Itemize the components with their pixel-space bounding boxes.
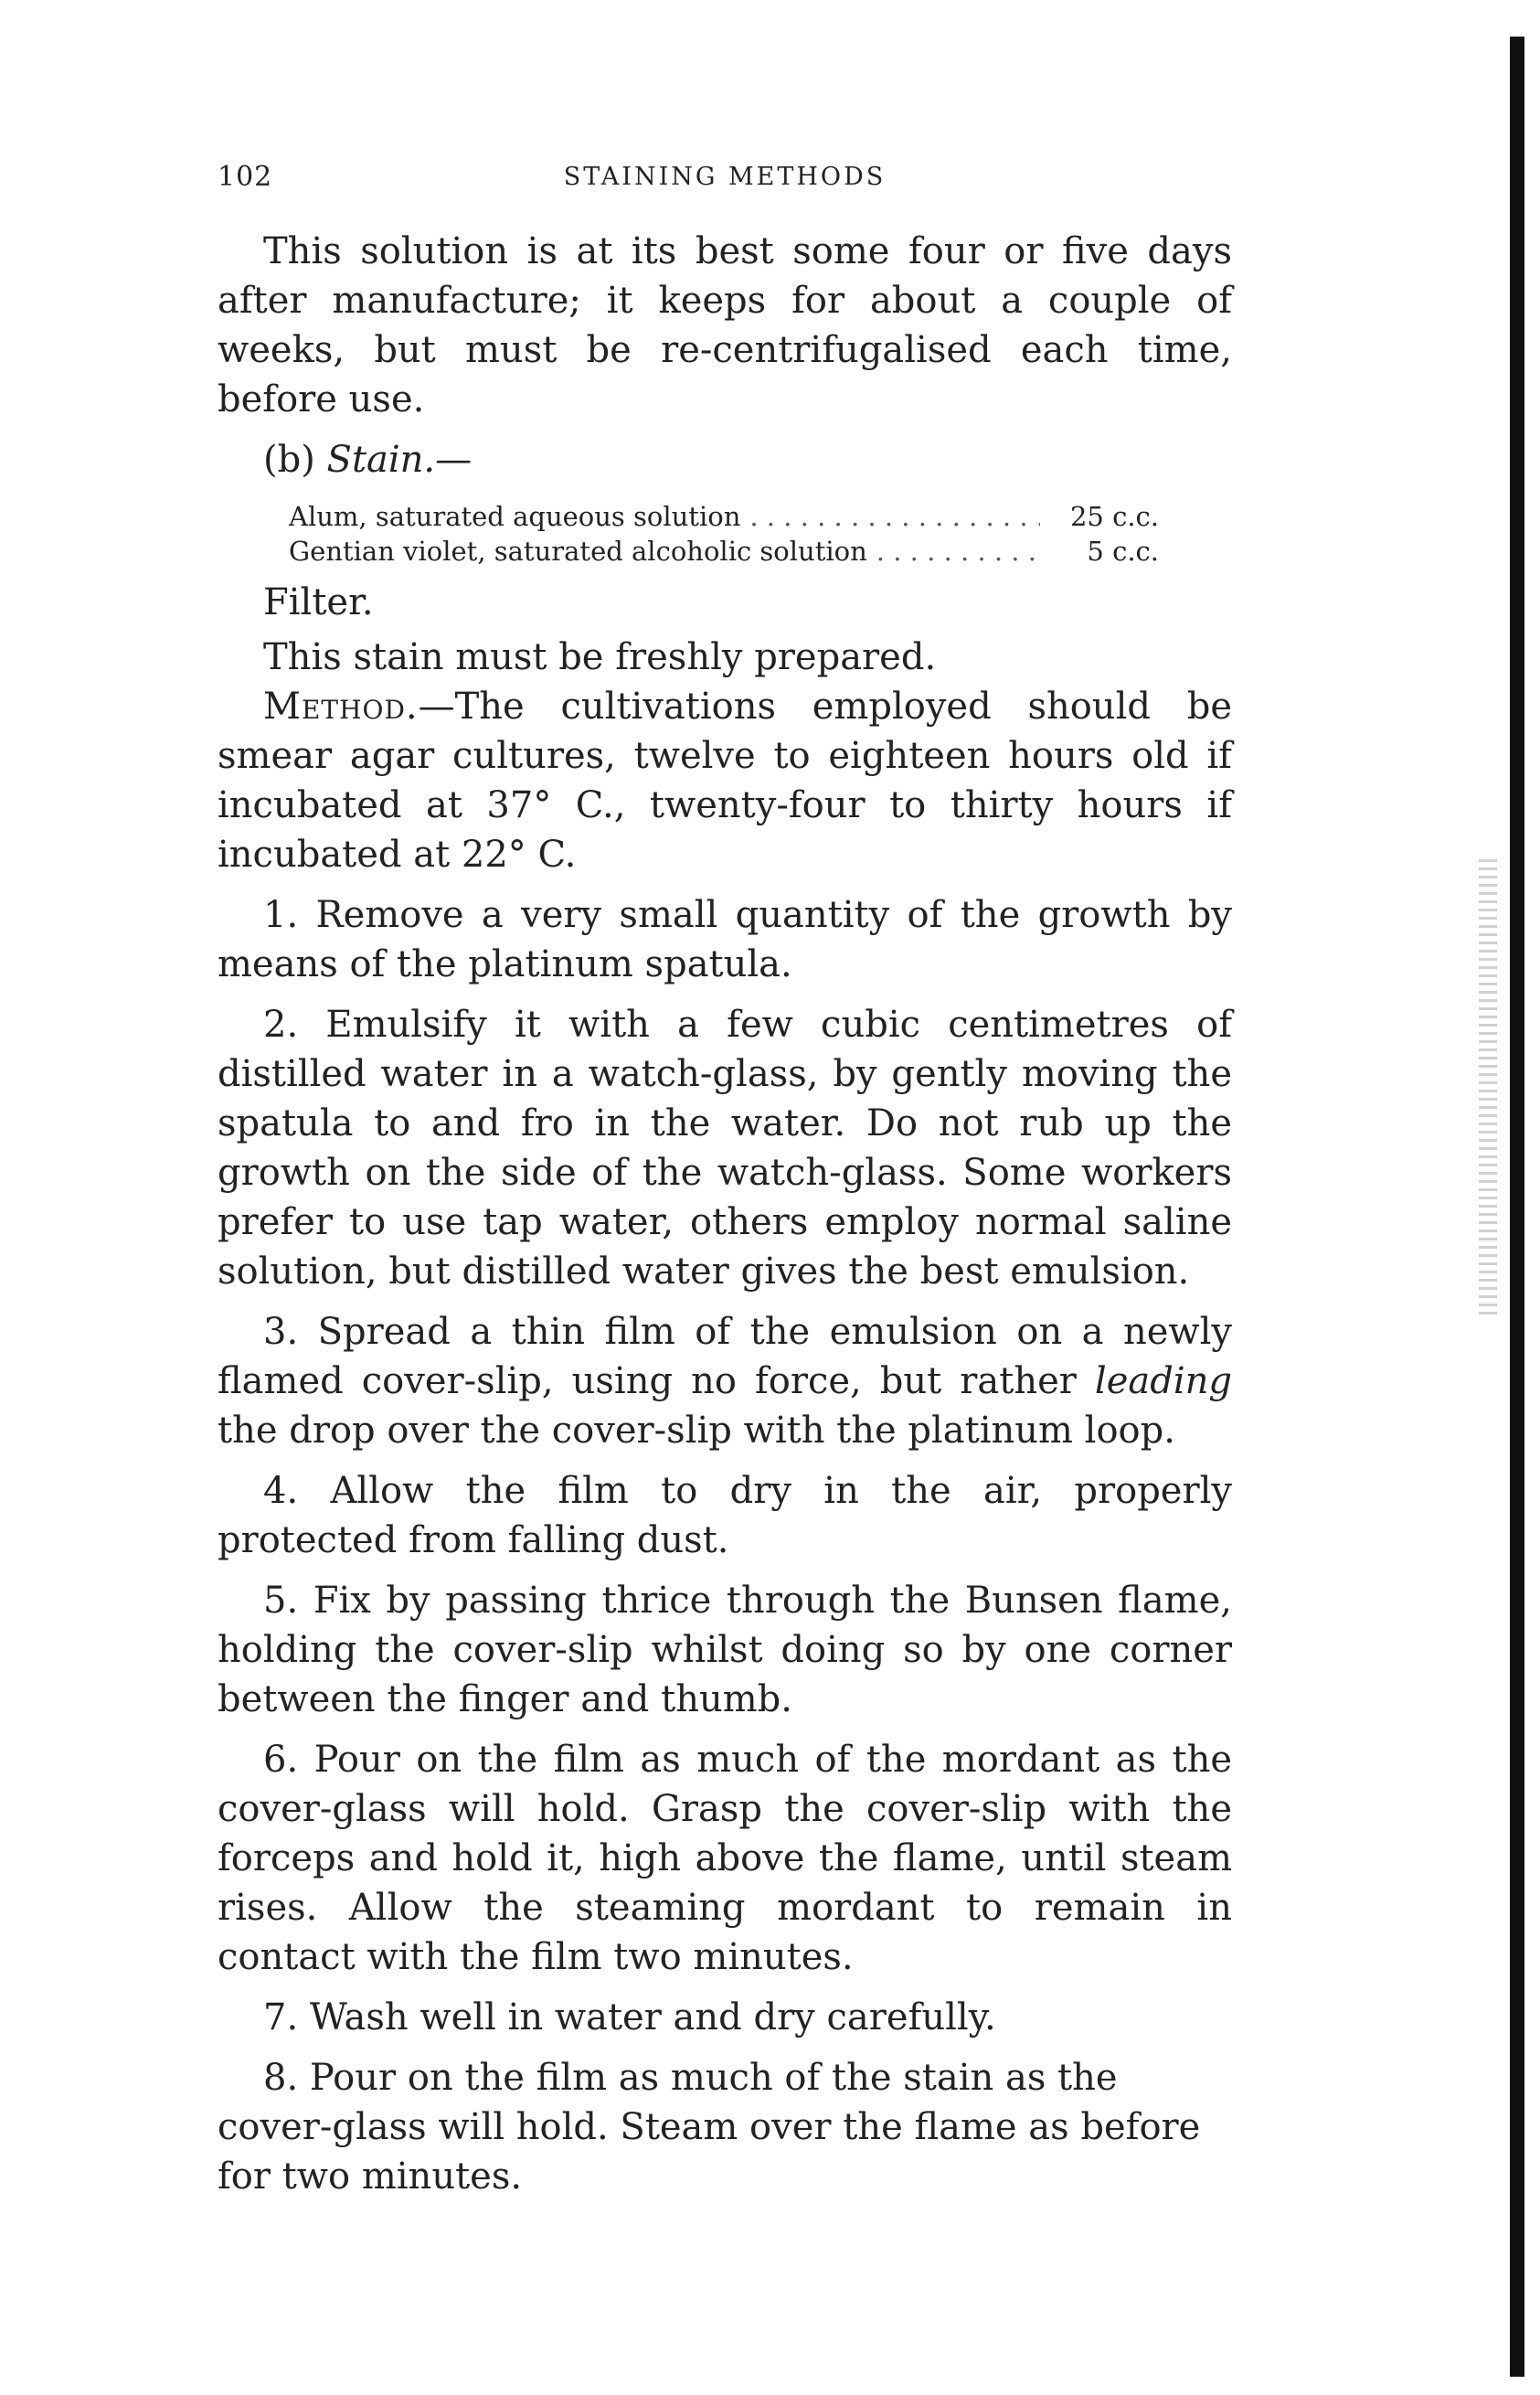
method-text: —The cultivations employed should be smear agar cultures, twelve to eighteen hours old if incubated at 37° C., twenty-four to thirty hours if incubated at 22° C.: [218, 686, 1232, 876]
page-header: [218, 161, 1232, 197]
step-number: 8.: [263, 2057, 299, 2099]
step-emphasis: leading: [1094, 1360, 1232, 1402]
step-1: [218, 890, 1232, 989]
fresh-note: This stain must be freshly prepared.: [263, 636, 937, 678]
step-6: [218, 1735, 1232, 1982]
step-text: Allow the film to dry in the air, properly protected from falling dust.: [218, 1470, 1232, 1561]
recipe-ingredient: Alum, saturated aqueous solution: [289, 501, 741, 532]
scan-shadow: [1479, 859, 1497, 1316]
stain-label: (b): [263, 439, 315, 481]
step-text: Fix by passing thrice through the Bunsen flame, holding the cover-slip whilst doing so by one corner between the finger and thumb.: [218, 1580, 1232, 1720]
recipe-amount: 5 c.c.: [1087, 536, 1159, 567]
filter-line: Filter.: [263, 581, 374, 623]
step-8: [218, 2053, 1232, 2201]
binding-edge: [1510, 37, 1524, 2377]
step-number: 1.: [263, 894, 299, 936]
stain-heading: [263, 435, 1232, 484]
body-text: [218, 227, 1232, 2201]
page-number: 102: [218, 161, 273, 193]
step-3: [218, 1307, 1232, 1455]
step-number: 3.: [263, 1311, 299, 1353]
step-5: [218, 1576, 1232, 1724]
step-text: Emulsify it with a few cubic centimetres of distilled water in a watch-glass, by gently moving the spatula to and fro in the water. Do not rub up the growth on the side of the watch-glass. Some workers prefer to use tap water, others employ normal saline solution, but distilled water gives the best emulsion.: [218, 1004, 1232, 1293]
recipe-table: [289, 499, 1232, 569]
step-number: 7.: [263, 1996, 299, 2038]
step-number: 5.: [263, 1580, 299, 1622]
step-text: Wash well in water and dry carefully.: [309, 1996, 996, 2038]
step-text: Spread a thin film of the emulsion on a newly flamed cover-slip, using no force, but rather: [218, 1311, 1233, 1402]
step-text: Pour on the film as much of the mordant as the cover-glass will hold. Grasp the cover-slip with the forceps and hold it, high above the flame, until steam rises. Allow the steaming mordant to remain in contact with the film two minutes.: [218, 1739, 1233, 1978]
stain-title: Stain.—: [326, 439, 473, 481]
recipe-row: [289, 534, 1232, 569]
intro-paragraph: This solution is at its best some four or five days after manufacture; it keeps for about a couple of weeks, but must be re-centrifugalised each time, before use.: [218, 230, 1232, 420]
method-paragraph: [218, 682, 1232, 879]
recipe-row: [289, 499, 1232, 534]
step-text: Pour on the film as much of the stain as the cover-glass will hold. Steam over the flame as before for two minutes.: [218, 2057, 1201, 2198]
step-number: 4.: [263, 1470, 299, 1512]
method-label: Method.: [263, 686, 419, 728]
step-number: 6.: [263, 1739, 299, 1781]
leader-dots: [876, 534, 1040, 569]
leader-dots: [749, 499, 1040, 534]
running-head: STAINING METHODS: [563, 163, 887, 191]
recipe-amount: 25 c.c.: [1069, 501, 1159, 532]
step-number: 2.: [263, 1004, 299, 1046]
step-4: [218, 1466, 1232, 1565]
step-2: [218, 1000, 1232, 1296]
recipe-ingredient: Gentian violet, saturated alcoholic solution: [289, 536, 867, 567]
step-text: Remove a very small quantity of the growth by means of the platinum spatula.: [218, 894, 1232, 985]
step-7: [218, 1993, 1232, 2042]
step-text-cont: the drop over the cover-slip with the platinum loop.: [218, 1410, 1175, 1452]
